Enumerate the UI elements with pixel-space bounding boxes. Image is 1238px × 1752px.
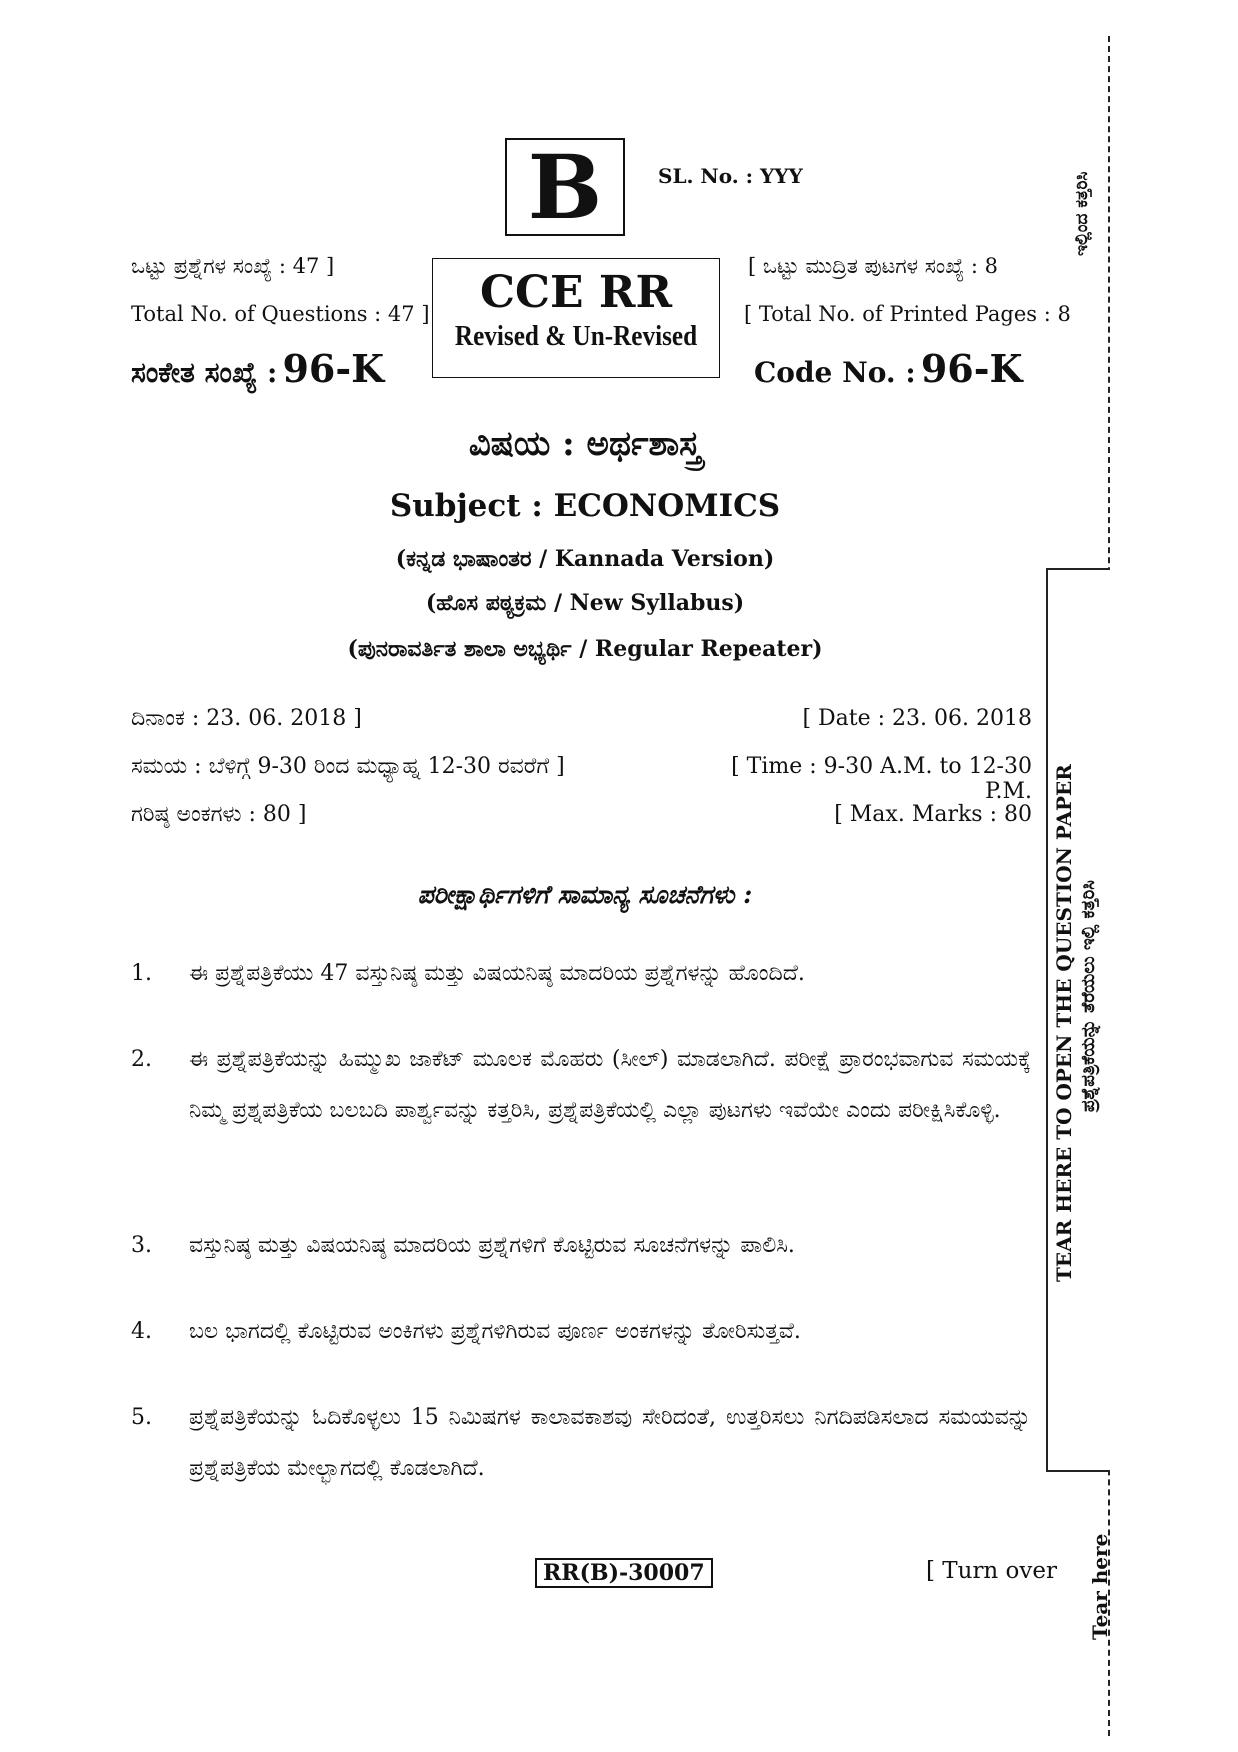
exam-subtitle: Revised & Un-Revised [454, 321, 698, 352]
serial-number: SL. No. : YYY [658, 164, 803, 188]
paper-code: RR(B)-30007 [535, 1558, 713, 1588]
tear-instruction-en: TEAR HERE TO OPEN THE QUESTION PAPER [1052, 764, 1076, 1282]
exam-title-box [432, 258, 720, 378]
tear-top-kn: ಇಲ್ಲಿಂದ ಕತ್ತರಿಸಿ [1072, 171, 1092, 256]
subject-kn: ವಿಷಯ : ಅರ್ಥಶಾಸ್ತ್ರ [468, 424, 702, 464]
date-kn: ದಿನಾಂಕ : 23. 06. 2018 ] [131, 706, 362, 731]
instruction-number: 2. [131, 1047, 152, 1072]
instruction-number: 4. [131, 1319, 152, 1344]
max-marks-kn: ಗರಿಷ್ಠ ಅಂಕಗಳು : 80 ] [131, 802, 307, 827]
code-number-en [754, 346, 1023, 391]
max-marks-en: [ Max. Marks : 80 [834, 802, 1032, 827]
instruction-text: ಈ ಪ್ರಶ್ನೆಪತ್ರಿಕೆಯನ್ನು ಹಿಮ್ಮುಖ ಜಾಕೆಟ್ ಮೂಲಕ ಮೊಹರು (ಸೀಲ್) ಮಾಡಲಾಗಿದೆ. ಪರೀಕ್ಷೆ ಪ್ರಾರಂಭವಾಗುವ ಸಮಯಕ್ಕೆ ನಿಮ್ಮ ಪ್ರಶ್ನಪತ್ರಿಕೆಯ ಬಲಬದಿ ಪಾರ್ಶ್ವವನ್ನು ಕತ್ತರಿಸಿ, ಪ್ರಶ್ನೆಪತ್ರಿಕೆಯಲ್ಲಿ ಎಲ್ಲಾ ಪುಟಗಳು ಇವೆಯೇ ಎಂದು ಪರೀಕ್ಷಿಸಿಕೊಳ್ಳಿ. [189, 1047, 1031, 1123]
code-value-kn: 96-K [282, 346, 385, 391]
date-en: [ Date : 23. 06. 2018 [802, 706, 1032, 731]
instruction-text: ಪ್ರಶ್ನೆಪತ್ರಿಕೆಯನ್ನು ಓದಿಕೊಳ್ಳಲು 15 ನಿಮಿಷಗಳ ಕಾಲಾವಕಾಶವು ಸೇರಿದಂತೆ, ಉತ್ತರಿಸಲು ನಿಗದಿಪಡಿಸಲಾದ ಸಮಯವನ್ನು ಪ್ರಶ್ನೆಪತ್ರಿಕೆಯ ಮೇಲ್ಭಾಗದಲ್ಲಿ ಕೊಡಲಾಗಿದೆ. [189, 1405, 1031, 1481]
code-number-kn [131, 346, 384, 391]
instruction-number: 1. [131, 961, 152, 986]
total-questions-kn: ಒಟ್ಟು ಪ್ರಶ್ನೆಗಳ ಸಂಖ್ಯೆ : 47 ] [131, 254, 335, 278]
candidate-line: (ಪುನರಾವರ್ತಿತ ಶಾಲಾ ಅಭ್ಯರ್ಥಿ / Regular Repeater) [347, 636, 823, 662]
instruction-item [131, 1392, 1031, 1494]
instruction-number: 5. [131, 1405, 152, 1430]
total-questions-en: Total No. of Questions : 47 ] [131, 302, 430, 326]
version-line: (ಕನ್ನಡ ಭಾಷಾಂತರ / Kannada Version) [395, 546, 775, 572]
instruction-item [131, 948, 1031, 999]
instructions-title: ಪರೀಕ್ಷಾರ್ಥಿಗಳಿಗೆ ಸಾಮಾನ್ಯ ಸೂಚನೆಗಳು : [417, 880, 753, 909]
code-label-kn: ಸಂಕೇತ ಸಂಖ್ಯೆ : [131, 356, 278, 389]
exam-title: CCE RR [479, 267, 673, 318]
total-pages-kn: [ ಒಟ್ಟು ಮುದ್ರಿತ ಪುಟಗಳ ಸಂಖ್ಯೆ : 8 [748, 254, 999, 278]
code-label-en: Code No. : [754, 356, 916, 389]
instruction-text: ವಸ್ತುನಿಷ್ಠ ಮತ್ತು ವಿಷಯನಿಷ್ಠ ಮಾದರಿಯ ಪ್ರಶ್ನೆಗಳಿಗೆ ಕೊಟ್ಟಿರುವ ಸೂಚನೆಗಳನ್ನು ಪಾಲಿಸಿ. [189, 1233, 795, 1258]
subject-en: Subject : ECONOMICS [389, 488, 781, 524]
syllabus-line: (ಹೊಸ ಪಠ್ಯಕ್ರಮ / New Syllabus) [425, 590, 745, 616]
tear-instruction-kn: ಪ್ರಶ್ನೆಪತ್ರಿಕೆಯನ್ನು ತೆರೆಯಲು ಇಲ್ಲಿ ಕತ್ತರಿಸಿ [1078, 880, 1099, 1112]
total-pages-en: [ Total No. of Printed Pages : 8 [744, 302, 1071, 326]
tear-here-label: Tear here [1088, 1533, 1112, 1640]
instruction-item [131, 1306, 1031, 1357]
time-en: [ Time : 9-30 A.M. to 12-30 P.M. [731, 754, 1032, 804]
instruction-text: ಈ ಪ್ರಶ್ನೆಪತ್ರಿಕೆಯು 47 ವಸ್ತುನಿಷ್ಠ ಮತ್ತು ವಿಷಯನಿಷ್ಠ ಮಾದರಿಯ ಪ್ರಶ್ನೆಗಳನ್ನು ಹೊಂದಿದೆ. [189, 961, 805, 986]
code-value-en: 96-K [920, 346, 1023, 391]
time-kn: ಸಮಯ : ಬೆಳಿಗ್ಗೆ 9-30 ರಿಂದ ಮಧ್ಯಾಹ್ನ 12-30 ರವರೆಗೆ ] [131, 754, 565, 779]
instruction-text: ಬಲ ಭಾಗದಲ್ಲಿ ಕೊಟ್ಟಿರುವ ಅಂಕಿಗಳು ಪ್ರಶ್ನೆಗಳಿಗಿರುವ ಪೂರ್ಣ ಅಂಕಗಳನ್ನು ತೋರಿಸುತ್ತವೆ. [189, 1319, 801, 1344]
instruction-item [131, 1220, 1031, 1271]
instruction-number: 3. [131, 1233, 152, 1258]
booklet-code-box: B [505, 138, 625, 236]
instruction-item [131, 1034, 1031, 1136]
turn-over: [ Turn over [926, 1558, 1058, 1584]
